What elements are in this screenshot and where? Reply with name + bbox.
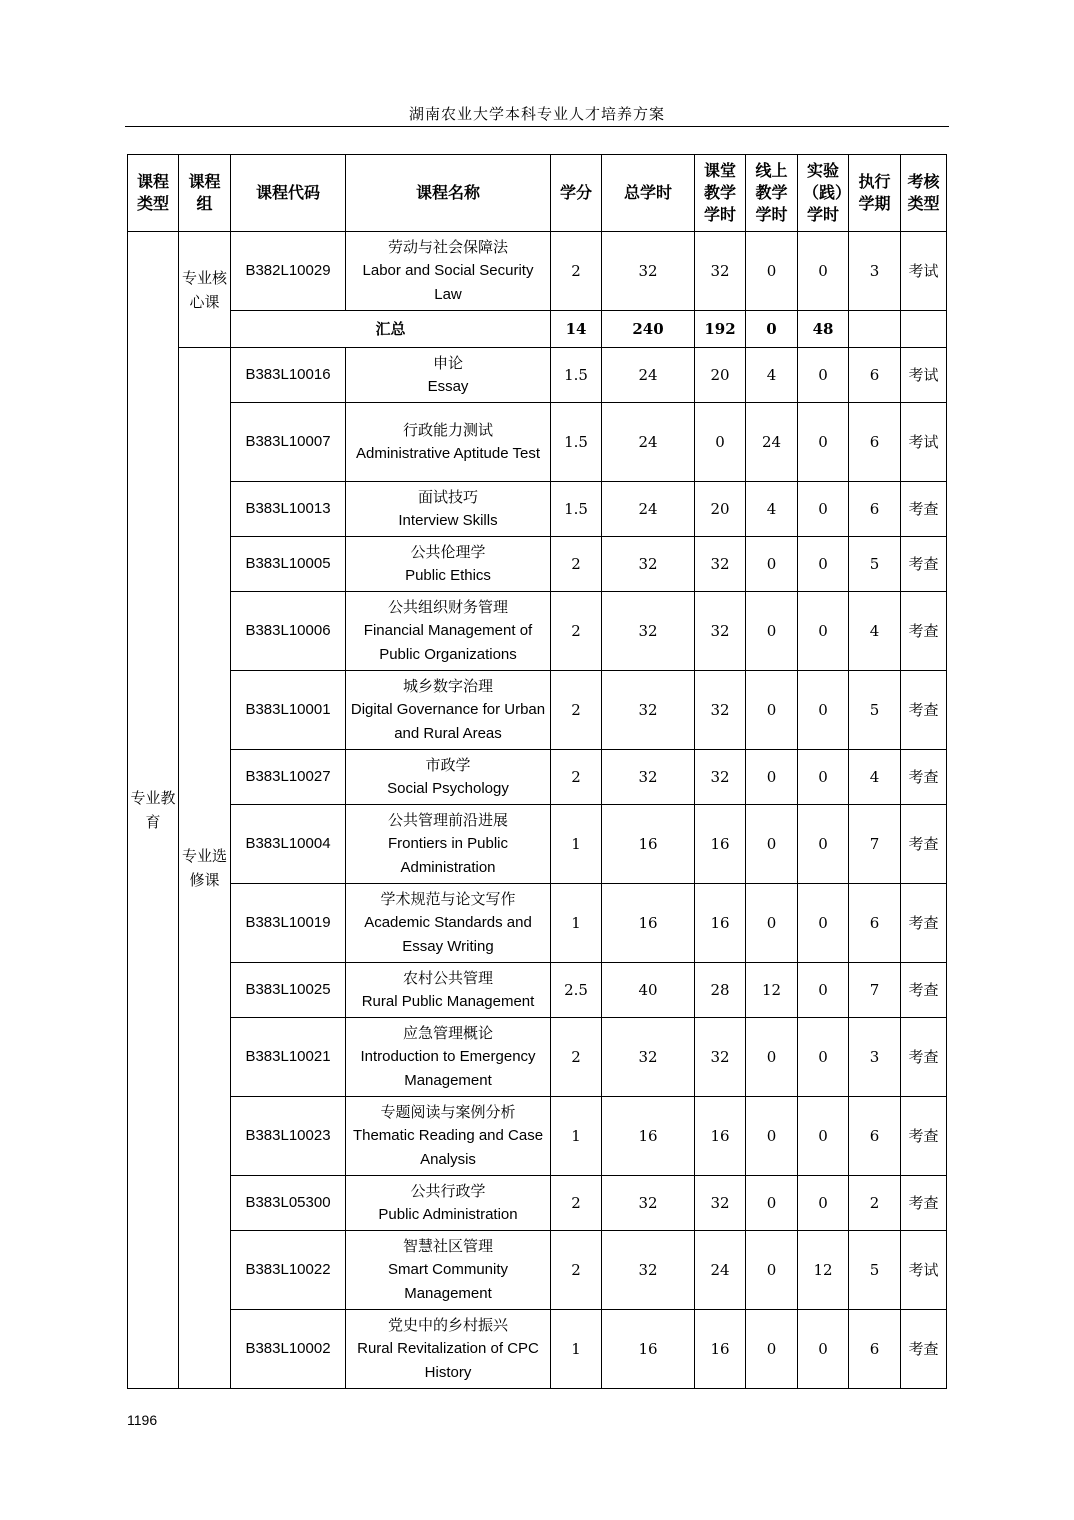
semester: 6: [849, 403, 901, 482]
class-hours: 0: [695, 403, 746, 482]
class-hours: 32: [695, 232, 746, 311]
assessment: 考查: [901, 592, 947, 671]
credit: 1.5: [551, 348, 602, 403]
course-code: B383L10006: [231, 592, 346, 671]
table-row: [128, 482, 947, 537]
course-name: [346, 671, 551, 750]
assessment: 考查: [901, 805, 947, 884]
online-hours: 0: [746, 1097, 798, 1176]
table-row: [128, 884, 947, 963]
group-cell-core: 专业核心课: [179, 232, 231, 348]
col-practice-hours: 实验（践）学时: [798, 155, 849, 232]
class-hours: 28: [695, 963, 746, 1018]
course-name-en: Public Administration: [378, 1206, 518, 1223]
course-type-cell: 专业教育: [128, 232, 179, 1389]
course-name-zh: 劳动与社会保障法: [387, 238, 508, 256]
semester: 7: [849, 963, 901, 1018]
course-name: [346, 348, 551, 403]
online-hours: 0: [746, 1231, 798, 1310]
assessment: 考试: [901, 403, 947, 482]
credit: 2: [551, 232, 602, 311]
assessment: 考试: [901, 348, 947, 403]
course-name: [346, 1097, 551, 1176]
course-name-zh: 学术规范与论文写作: [380, 890, 516, 908]
course-name-zh: 党史中的乡村振兴: [387, 1316, 508, 1334]
practice-hours: 0: [798, 671, 849, 750]
class-hours: 16: [695, 805, 746, 884]
course-name-en: Rural Revitalization of CPC History: [357, 1340, 539, 1381]
course-name-zh: 智慧社区管理: [402, 1237, 493, 1255]
group-cell-elective: 专业选修课: [179, 348, 231, 1389]
table-row: [128, 348, 947, 403]
semester: 6: [849, 482, 901, 537]
course-name-en: Essay: [427, 378, 469, 395]
course-name: [346, 963, 551, 1018]
practice-hours: 0: [798, 348, 849, 403]
course-name: [346, 537, 551, 592]
practice-hours: 0: [798, 963, 849, 1018]
semester: 7: [849, 805, 901, 884]
col-assessment: 考核类型: [901, 155, 947, 232]
semester: 5: [849, 671, 901, 750]
class-hours: 16: [695, 884, 746, 963]
summary-label: 汇总: [231, 311, 551, 348]
course-code: B383L10021: [231, 1018, 346, 1097]
col-online-hours: 线上教学学时: [746, 155, 798, 232]
course-code: B383L10013: [231, 482, 346, 537]
total-hours: 32: [602, 1176, 695, 1231]
practice-hours: 0: [798, 1097, 849, 1176]
course-name-en: Public Ethics: [405, 567, 491, 584]
table-row: [128, 232, 947, 311]
total-hours: 32: [602, 232, 695, 311]
course-code: B383L10001: [231, 671, 346, 750]
total-hours: 32: [602, 1018, 695, 1097]
course-name: [346, 482, 551, 537]
online-hours: 0: [746, 671, 798, 750]
class-hours: 32: [695, 671, 746, 750]
summary-total-hours: 240: [602, 311, 695, 348]
assessment: 考查: [901, 884, 947, 963]
course-name-en: Administrative Aptitude Test: [356, 445, 540, 462]
semester: 6: [849, 1097, 901, 1176]
course-name-en: Labor and Social Security Law: [362, 262, 534, 303]
practice-hours: 0: [798, 232, 849, 311]
assessment: 考查: [901, 1310, 947, 1389]
class-hours: 16: [695, 1097, 746, 1176]
course-code: B383L10004: [231, 805, 346, 884]
online-hours: 0: [746, 884, 798, 963]
total-hours: 32: [602, 537, 695, 592]
course-code: B383L10016: [231, 348, 346, 403]
course-name-en: Rural Public Management: [361, 993, 535, 1010]
semester: 4: [849, 750, 901, 805]
assessment: 考查: [901, 482, 947, 537]
header-row: [128, 155, 947, 232]
assessment: 考试: [901, 232, 947, 311]
course-name-en: Introduction to Emergency Management: [360, 1048, 536, 1089]
online-hours: 0: [746, 750, 798, 805]
course-name: [346, 750, 551, 805]
course-name-en: Frontiers in Public Administration: [387, 835, 509, 876]
class-hours: 20: [695, 482, 746, 537]
course-name-zh: 面试技巧: [417, 488, 478, 506]
online-hours: 12: [746, 963, 798, 1018]
practice-hours: 0: [798, 1176, 849, 1231]
practice-hours: 0: [798, 1018, 849, 1097]
running-header: 湖南农业大学本科专业人才培养方案: [408, 105, 665, 123]
col-code: 课程代码: [231, 155, 346, 232]
online-hours: 0: [746, 592, 798, 671]
table-row: [128, 1310, 947, 1389]
course-name: [346, 805, 551, 884]
course-name-en: Digital Governance for Urban and Rural Areas: [350, 701, 546, 742]
assessment: 考查: [901, 750, 947, 805]
col-class-hours: 课堂教学学时: [695, 155, 746, 232]
course-name: [346, 1310, 551, 1389]
course-code: B383L10027: [231, 750, 346, 805]
col-name: 课程名称: [346, 155, 551, 232]
class-hours: 32: [695, 1176, 746, 1231]
col-credit: 学分: [551, 155, 602, 232]
class-hours: 20: [695, 348, 746, 403]
table-row: [128, 750, 947, 805]
course-name-en: Social Psychology: [387, 780, 509, 797]
credit: 1: [551, 805, 602, 884]
assessment: 考查: [901, 963, 947, 1018]
course-code: B383L10005: [231, 537, 346, 592]
page-number: 1196: [127, 1412, 158, 1428]
course-name-zh: 农村公共管理: [402, 969, 493, 987]
course-name: [346, 1231, 551, 1310]
total-hours: 16: [602, 1097, 695, 1176]
credit: 2: [551, 1018, 602, 1097]
total-hours: 32: [602, 750, 695, 805]
course-name: [346, 884, 551, 963]
credit: 1.5: [551, 403, 602, 482]
practice-hours: 0: [798, 537, 849, 592]
semester: 3: [849, 1018, 901, 1097]
course-name: [346, 232, 551, 311]
summary-row: [128, 311, 947, 348]
course-name-zh: 申论: [432, 354, 463, 372]
class-hours: 32: [695, 750, 746, 805]
col-type: 课程类型: [128, 155, 179, 232]
credit: 2: [551, 592, 602, 671]
course-code: B383L10019: [231, 884, 346, 963]
class-hours: 32: [695, 592, 746, 671]
practice-hours: 0: [798, 1310, 849, 1389]
practice-hours: 12: [798, 1231, 849, 1310]
semester: 3: [849, 232, 901, 311]
credit: 1: [551, 884, 602, 963]
course-code: B383L05300: [231, 1176, 346, 1231]
practice-hours: 0: [798, 805, 849, 884]
credit: 1: [551, 1097, 602, 1176]
class-hours: 32: [695, 537, 746, 592]
semester: 6: [849, 348, 901, 403]
credit: 2: [551, 1231, 602, 1310]
online-hours: 24: [746, 403, 798, 482]
assessment: 考查: [901, 1176, 947, 1231]
summary-semester: [849, 311, 901, 348]
online-hours: 0: [746, 1018, 798, 1097]
course-name-en: Academic Standards and Essay Writing: [364, 914, 532, 955]
online-hours: 0: [746, 805, 798, 884]
assessment: 考查: [901, 1097, 947, 1176]
total-hours: 24: [602, 348, 695, 403]
course-name-zh: 行政能力测试: [402, 421, 493, 439]
course-code: B382L10029: [231, 232, 346, 311]
total-hours: 16: [602, 884, 695, 963]
credit: 2.5: [551, 963, 602, 1018]
course-name: [346, 1018, 551, 1097]
course-name-en: Financial Management of Public Organizations: [363, 622, 533, 663]
summary-class-hours: 192: [695, 311, 746, 348]
online-hours: 0: [746, 232, 798, 311]
online-hours: 0: [746, 1310, 798, 1389]
col-semester: 执行学期: [849, 155, 901, 232]
assessment: 考查: [901, 1018, 947, 1097]
course-name-en: Interview Skills: [398, 512, 498, 529]
assessment: 考查: [901, 671, 947, 750]
total-hours: 32: [602, 1231, 695, 1310]
summary-online-hours: 0: [746, 311, 798, 348]
course-name-zh: 公共行政学: [410, 1182, 486, 1200]
course-code: B383L10007: [231, 403, 346, 482]
practice-hours: 0: [798, 482, 849, 537]
credit: 2: [551, 1176, 602, 1231]
practice-hours: 0: [798, 750, 849, 805]
table-row: [128, 671, 947, 750]
table-row: [128, 537, 947, 592]
semester: 6: [849, 1310, 901, 1389]
semester: 5: [849, 1231, 901, 1310]
credit: 2: [551, 537, 602, 592]
practice-hours: 0: [798, 884, 849, 963]
summary-credit: 14: [551, 311, 602, 348]
credit: 1.5: [551, 482, 602, 537]
semester: 5: [849, 537, 901, 592]
course-name: [346, 1176, 551, 1231]
class-hours: 16: [695, 1310, 746, 1389]
total-hours: 32: [602, 592, 695, 671]
table-row: [128, 1097, 947, 1176]
credit: 2: [551, 750, 602, 805]
semester: 6: [849, 884, 901, 963]
course-name-zh: 专题阅读与案例分析: [380, 1103, 516, 1121]
course-name-zh: 公共组织财务管理: [387, 598, 508, 616]
total-hours: 24: [602, 403, 695, 482]
col-group: 课程组: [179, 155, 231, 232]
total-hours: 16: [602, 1310, 695, 1389]
header-rule: [125, 126, 949, 127]
semester: 4: [849, 592, 901, 671]
course-code: B383L10022: [231, 1231, 346, 1310]
summary-practice-hours: 48: [798, 311, 849, 348]
table-row: [128, 403, 947, 482]
table-row: [128, 1018, 947, 1097]
online-hours: 4: [746, 482, 798, 537]
course-name-zh: 公共伦理学: [410, 543, 486, 561]
assessment: 考查: [901, 537, 947, 592]
online-hours: 0: [746, 1176, 798, 1231]
semester: 2: [849, 1176, 901, 1231]
course-name: [346, 403, 551, 482]
course-code: B383L10025: [231, 963, 346, 1018]
course-name-zh: 公共管理前沿进展: [387, 811, 508, 829]
course-code: B383L10002: [231, 1310, 346, 1389]
col-total-hours: 总学时: [602, 155, 695, 232]
summary-assessment: [901, 311, 947, 348]
class-hours: 24: [695, 1231, 746, 1310]
total-hours: 32: [602, 671, 695, 750]
assessment: 考试: [901, 1231, 947, 1310]
table-row: [128, 1176, 947, 1231]
credit: 2: [551, 671, 602, 750]
online-hours: 0: [746, 537, 798, 592]
practice-hours: 0: [798, 403, 849, 482]
course-name-zh: 城乡数字治理: [402, 677, 493, 695]
credit: 1: [551, 1310, 602, 1389]
course-name-zh: 市政学: [425, 756, 471, 774]
total-hours: 16: [602, 805, 695, 884]
table-row: [128, 805, 947, 884]
course-code: B383L10023: [231, 1097, 346, 1176]
table-row: [128, 963, 947, 1018]
course-name-en: Thematic Reading and Case Analysis: [352, 1127, 544, 1168]
online-hours: 4: [746, 348, 798, 403]
table-row: [128, 592, 947, 671]
course-table: [127, 154, 947, 1389]
total-hours: 40: [602, 963, 695, 1018]
practice-hours: 0: [798, 592, 849, 671]
table-row: [128, 1231, 947, 1310]
total-hours: 24: [602, 482, 695, 537]
course-name: [346, 592, 551, 671]
class-hours: 32: [695, 1018, 746, 1097]
course-name-en: Smart Community Management: [387, 1261, 509, 1302]
course-name-zh: 应急管理概论: [402, 1024, 493, 1042]
